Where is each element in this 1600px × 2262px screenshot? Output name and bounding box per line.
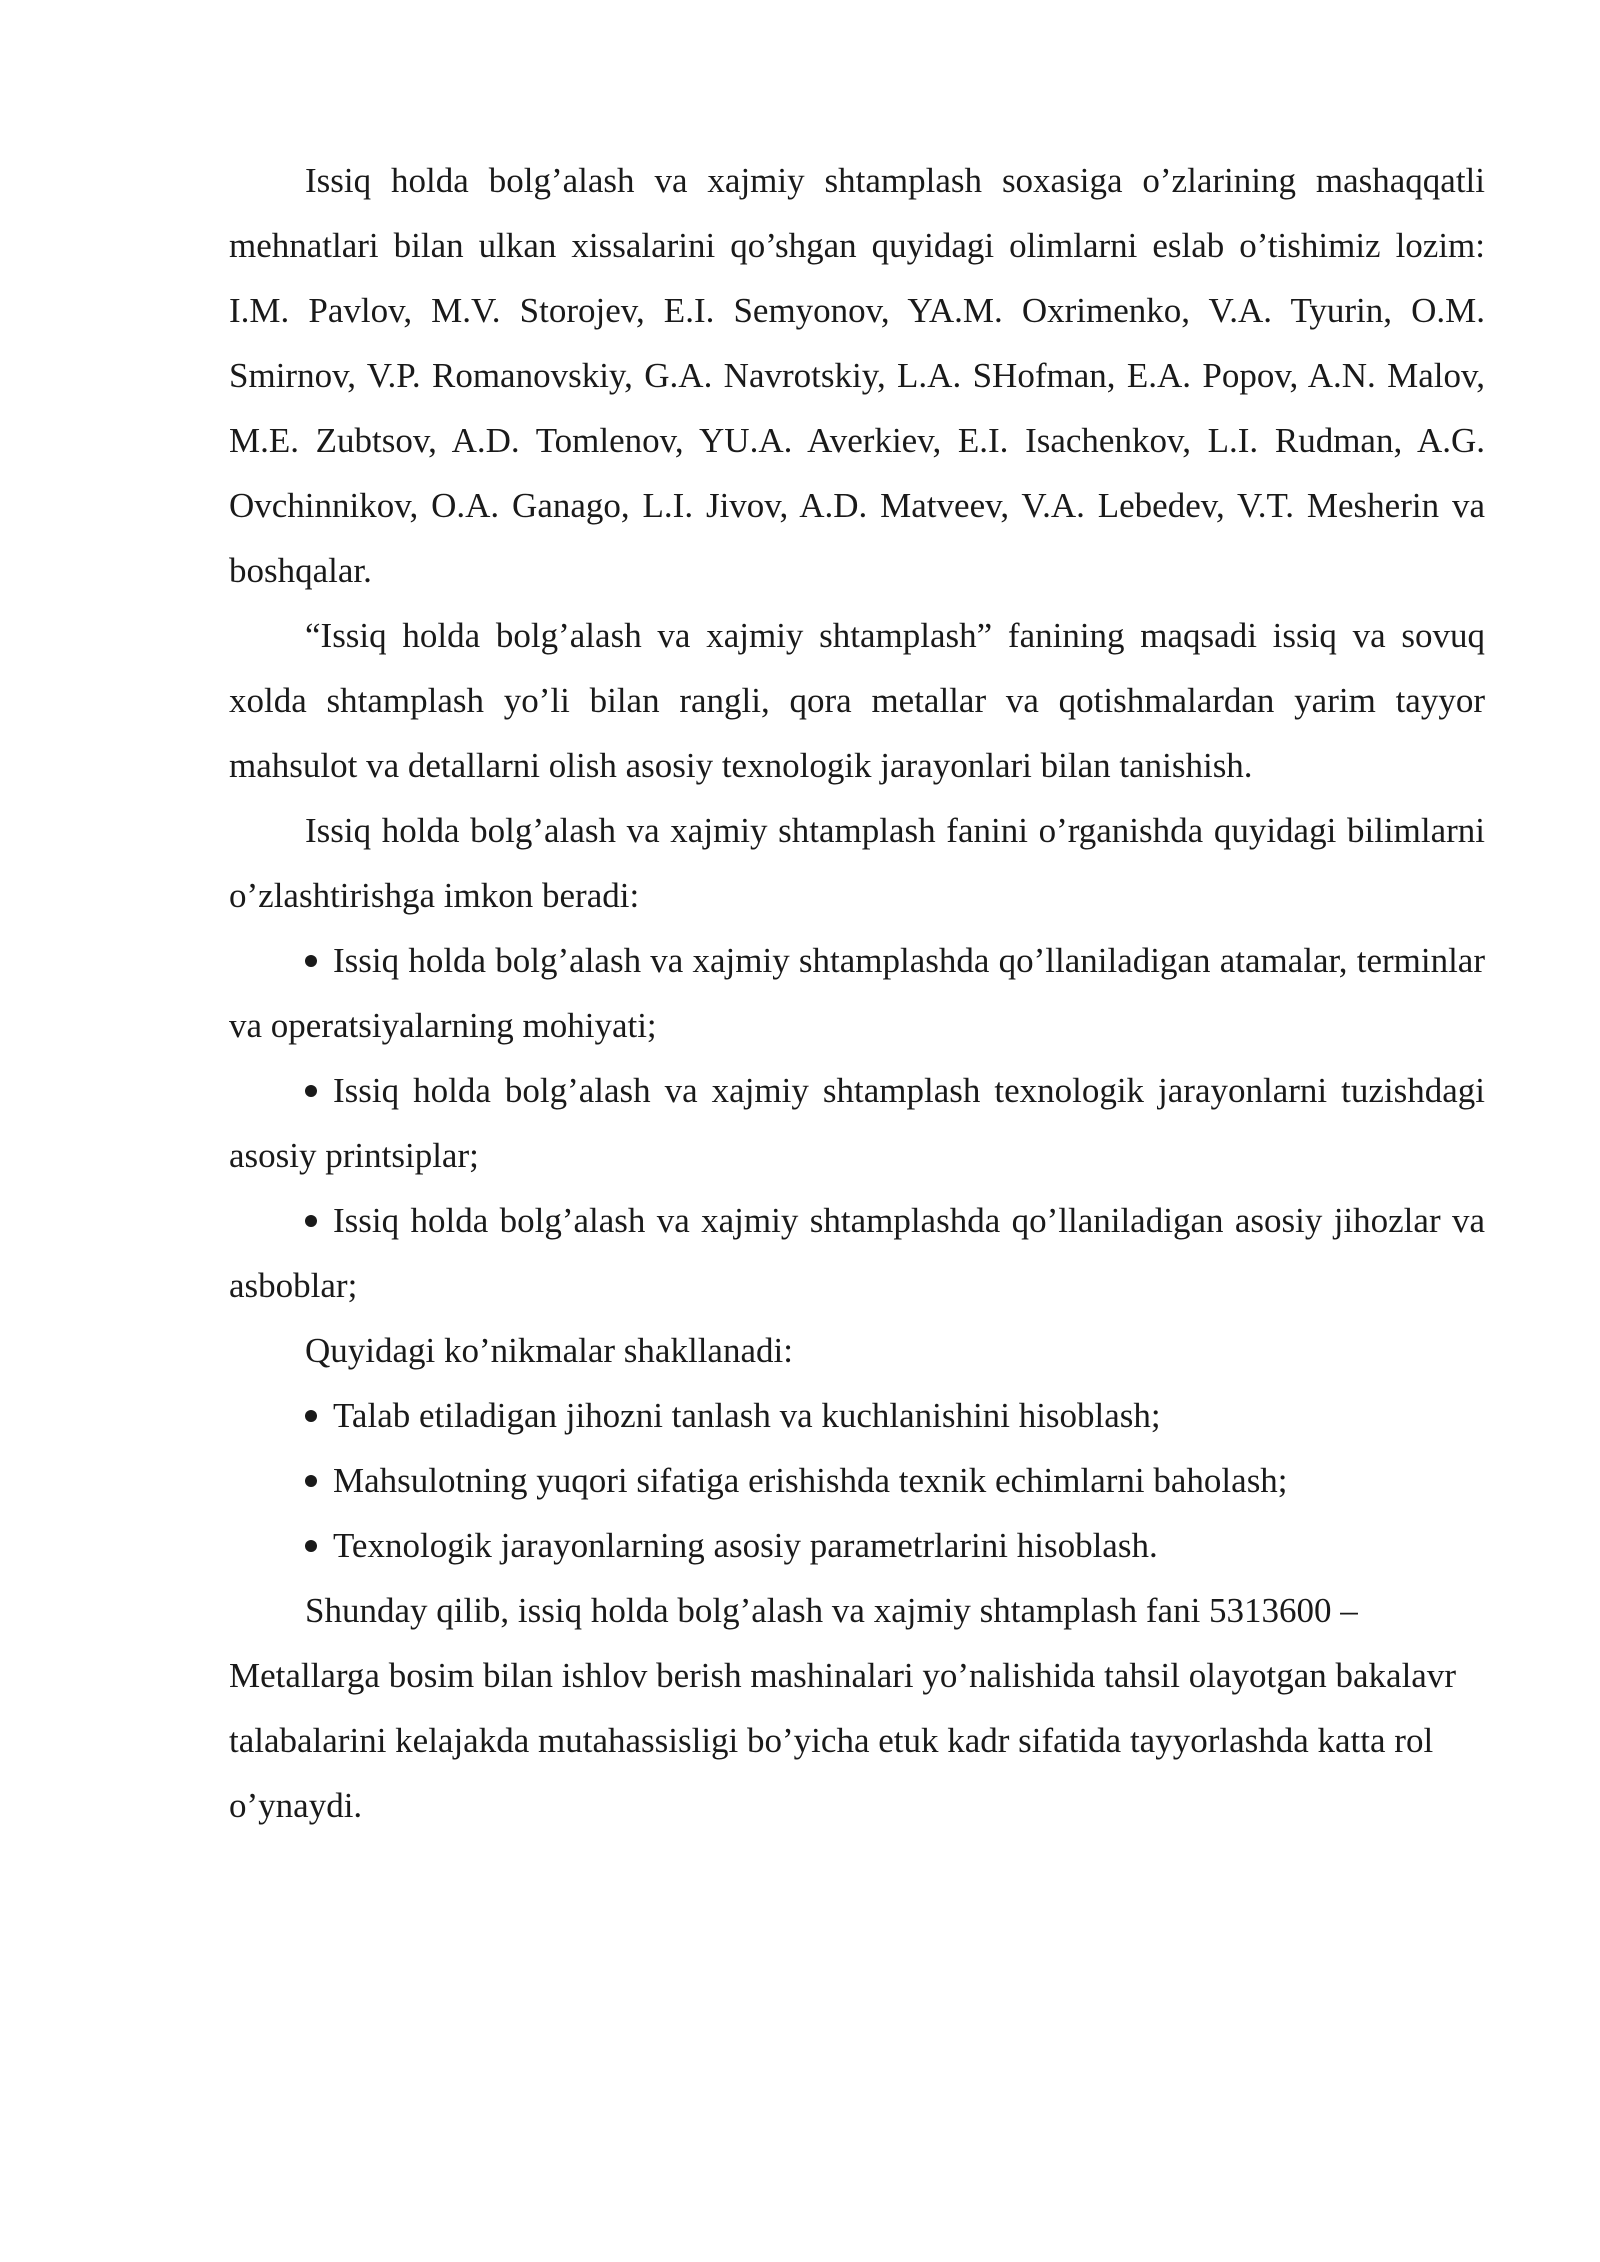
skill-item-text: Mahsulotning yuqori sifatiga erishishda texnik echimlarni baholash; — [333, 1461, 1288, 1500]
skill-item-text: Texnologik jarayonlarning asosiy parametrlarini hisoblash. — [333, 1526, 1158, 1565]
bullet-icon — [305, 1085, 317, 1097]
knowledge-list-item — [229, 1058, 1485, 1188]
conclusion-paragraph: Shunday qilib, issiq holda bolg’alash va xajmiy shtamplash fani 5313600 – Metallarga bosim bilan ishlov berish mashinalari yo’nalishida tahsil olayotgan bakalavr talabalarini kelajakda mutahassisligi bo’yicha etuk kadr sifatida tayyorlashda katta rol o’ynaydi. — [229, 1591, 1456, 1825]
document-body — [229, 148, 1485, 1838]
skill-list-item — [229, 1448, 1485, 1513]
knowledge-intro-paragraph: Issiq holda bolg’alash va xajmiy shtamplash fanini o’rganishda quyidagi bilimlarni o’zlashtirishga imkon beradi: — [229, 811, 1485, 915]
bullet-icon — [305, 1540, 317, 1552]
bullet-icon — [305, 1475, 317, 1487]
goal-paragraph: “Issiq holda bolg’alash va xajmiy shtamplash” fanining maqsadi issiq va sovuq xolda shtamplash yo’li bilan rangli, qora metallar va qotishmalardan yarim tayyor mahsulot va detallarni olish asosiy texnologik jarayonlari bilan tanishish. — [229, 616, 1485, 785]
bullet-icon — [305, 1410, 317, 1422]
skills-intro-paragraph: Quyidagi ko’nikmalar shakllanadi: — [305, 1331, 793, 1370]
bullet-icon — [305, 955, 317, 967]
skill-item-text: Talab etiladigan jihozni tanlash va kuchlanishini hisoblash; — [333, 1396, 1161, 1435]
knowledge-item-text: Issiq holda bolg’alash va xajmiy shtamplashda qo’llaniladigan atamalar, terminlar va operatsiyalarning mohiyati; — [229, 941, 1485, 1045]
knowledge-item-text: Issiq holda bolg’alash va xajmiy shtamplashda qo’llaniladigan asosiy jihozlar va asboblar; — [229, 1201, 1485, 1305]
bullet-icon — [305, 1215, 317, 1227]
knowledge-list-item — [229, 928, 1485, 1058]
knowledge-item-text: Issiq holda bolg’alash va xajmiy shtamplash texnologik jarayonlarni tuzishdagi asosiy printsiplar; — [229, 1071, 1485, 1175]
skill-list-item — [229, 1383, 1485, 1448]
intro-paragraph: Issiq holda bolg’alash va xajmiy shtamplash soxasiga o’zlarining mashaqqatli mehnatlari bilan ulkan xissalarini qo’shgan quyidagi olimlarni eslab o’tishimiz lozim: I.M. Pavlov, M.V. Storojev, E.I. Semyonov, YA.M. Oxrimenko, V.A. Tyurin, O.M. Smirnov, V.P. Romanovskiy, G.A. Navrotskiy, L.A. SHofman, E.A. Popov, A.N. Malov, M.E. Zubtsov, A.D. Tomlenov, YU.A. Averkiev, E.I. Isachenkov, L.I. Rudman, A.G. Ovchinnikov, O.A. Ganago, L.I. Jivov, A.D. Matveev, V.A. Lebedev, V.T. Mesherin va boshqalar. — [229, 161, 1485, 590]
skill-list-item — [229, 1513, 1485, 1578]
knowledge-list-item — [229, 1188, 1485, 1318]
